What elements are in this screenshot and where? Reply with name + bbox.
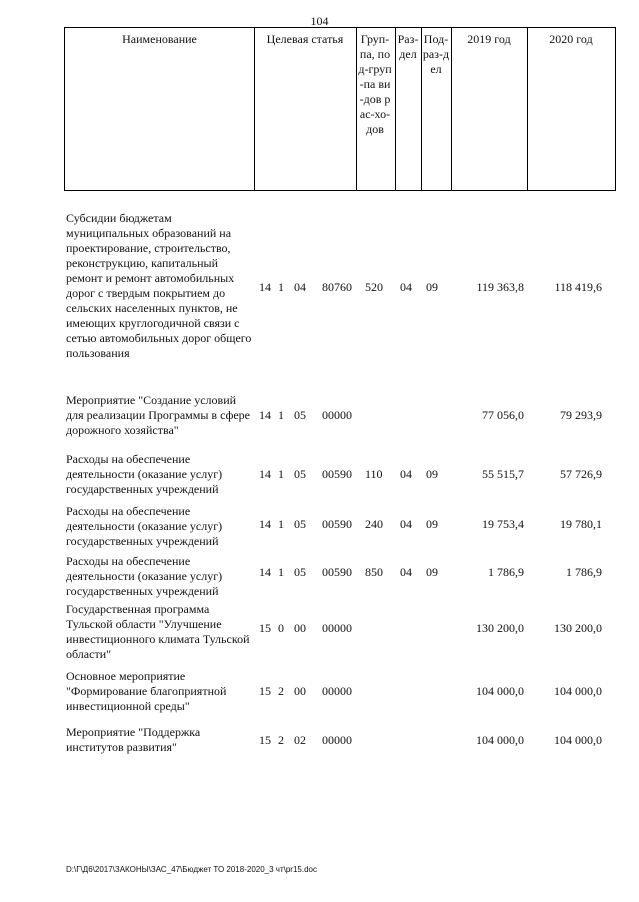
row-c2: 1	[278, 565, 284, 579]
row-c4: 00590	[322, 565, 352, 579]
row-y2019: 130 200,0	[476, 621, 524, 635]
row-y2020: 57 726,9	[560, 467, 602, 481]
file-path-footer: D:\Г\Д6\2017\ЗАКОНЫ\ЗАС_47\Бюджет ТО 2018-2020_3 чт\pr15.doc	[66, 865, 317, 874]
row-name: Основное мероприятие "Формирование благоприятной инвестиционной среды"	[66, 669, 227, 713]
row-c3: 00	[294, 684, 306, 698]
row-name: Мероприятие "Создание условий для реализации Программы в сфере дорожного хозяйства"	[66, 393, 250, 437]
row-y2020: 104 000,0	[554, 684, 602, 698]
header-2019: 2019 год	[467, 32, 511, 46]
row-c2: 0	[278, 621, 284, 635]
row-c3: 05	[294, 467, 306, 481]
row-sub: 09	[426, 280, 438, 294]
row-name: Субсидии бюджетам муниципальных образований на проектирование, строительство, реконструкцию, капитальный ремонт и ремонт автомобильных дорог с твердым покрытием до сельских населенных пунктов, не имеющих круглогодичной связи с сетью автомобильных дорог общего пользования	[66, 211, 252, 360]
row-y2019: 55 515,7	[482, 467, 524, 481]
row-y2019: 119 363,8	[476, 280, 524, 294]
row-c3: 05	[294, 517, 306, 531]
row-y2019: 104 000,0	[476, 684, 524, 698]
row-c3: 04	[294, 280, 306, 294]
row-y2019: 1 786,9	[488, 565, 524, 579]
header-group: Груп-па, под-груп-па ви-дов рас-хо-дов	[358, 32, 392, 136]
row-y2020: 118 419,6	[554, 280, 602, 294]
row-c4: 00590	[322, 517, 352, 531]
row-c2: 2	[278, 684, 284, 698]
row-name: Расходы на обеспечение деятельности (оказание услуг) государственных учреждений	[66, 504, 223, 548]
header-subsection: Под-раз-дел	[422, 32, 450, 76]
row-grp: 110	[365, 467, 383, 481]
page-number: 104	[310, 14, 329, 28]
row-c2: 1	[278, 280, 284, 294]
row-grp: 850	[365, 565, 383, 579]
row-c1: 14	[259, 280, 271, 294]
row-name: Мероприятие "Поддержка институтов развития"	[66, 725, 201, 754]
row-sub: 09	[426, 517, 438, 531]
row-y2019: 19 753,4	[482, 517, 524, 531]
row-c4: 00000	[322, 733, 352, 747]
header-section: Раз-дел	[397, 32, 419, 61]
row-y2019: 77 056,0	[482, 408, 524, 422]
row-name: Расходы на обеспечение деятельности (оказание услуг) государственных учреждений	[66, 554, 223, 598]
row-y2020: 1 786,9	[566, 565, 602, 579]
row-c3: 05	[294, 565, 306, 579]
row-c4: 80760	[322, 280, 352, 294]
row-c3: 05	[294, 408, 306, 422]
row-grp: 240	[365, 517, 383, 531]
row-name: Расходы на обеспечение деятельности (оказание услуг) государственных учреждений	[66, 452, 223, 496]
row-c2: 2	[278, 733, 284, 747]
row-sec: 04	[400, 517, 412, 531]
row-c1: 15	[259, 733, 271, 747]
row-name: Государственная программа Тульской области "Улучшение инвестиционного климата Тульской области"	[66, 602, 250, 661]
row-c4: 00000	[322, 684, 352, 698]
row-c2: 1	[278, 517, 284, 531]
row-grp: 520	[365, 280, 383, 294]
row-y2020: 130 200,0	[554, 621, 602, 635]
row-sub: 09	[426, 565, 438, 579]
row-c2: 1	[278, 467, 284, 481]
header-name: Наименование	[122, 32, 197, 46]
row-c2: 1	[278, 408, 284, 422]
row-c4: 00000	[322, 621, 352, 635]
row-sec: 04	[400, 565, 412, 579]
row-sub: 09	[426, 467, 438, 481]
row-y2020: 79 293,9	[560, 408, 602, 422]
row-y2019: 104 000,0	[476, 733, 524, 747]
row-c4: 00000	[322, 408, 352, 422]
row-c1: 14	[259, 467, 271, 481]
row-c1: 14	[259, 565, 271, 579]
row-c3: 00	[294, 621, 306, 635]
table-header	[64, 27, 616, 191]
row-sec: 04	[400, 280, 412, 294]
row-c4: 00590	[322, 467, 352, 481]
row-sec: 04	[400, 467, 412, 481]
row-c1: 14	[259, 408, 271, 422]
header-target: Целевая статья	[266, 32, 344, 46]
row-y2020: 19 780,1	[560, 517, 602, 531]
row-c1: 15	[259, 684, 271, 698]
row-c1: 14	[259, 517, 271, 531]
row-c3: 02	[294, 733, 306, 747]
header-2020: 2020 год	[549, 32, 593, 46]
row-c1: 15	[259, 621, 271, 635]
row-y2020: 104 000,0	[554, 733, 602, 747]
